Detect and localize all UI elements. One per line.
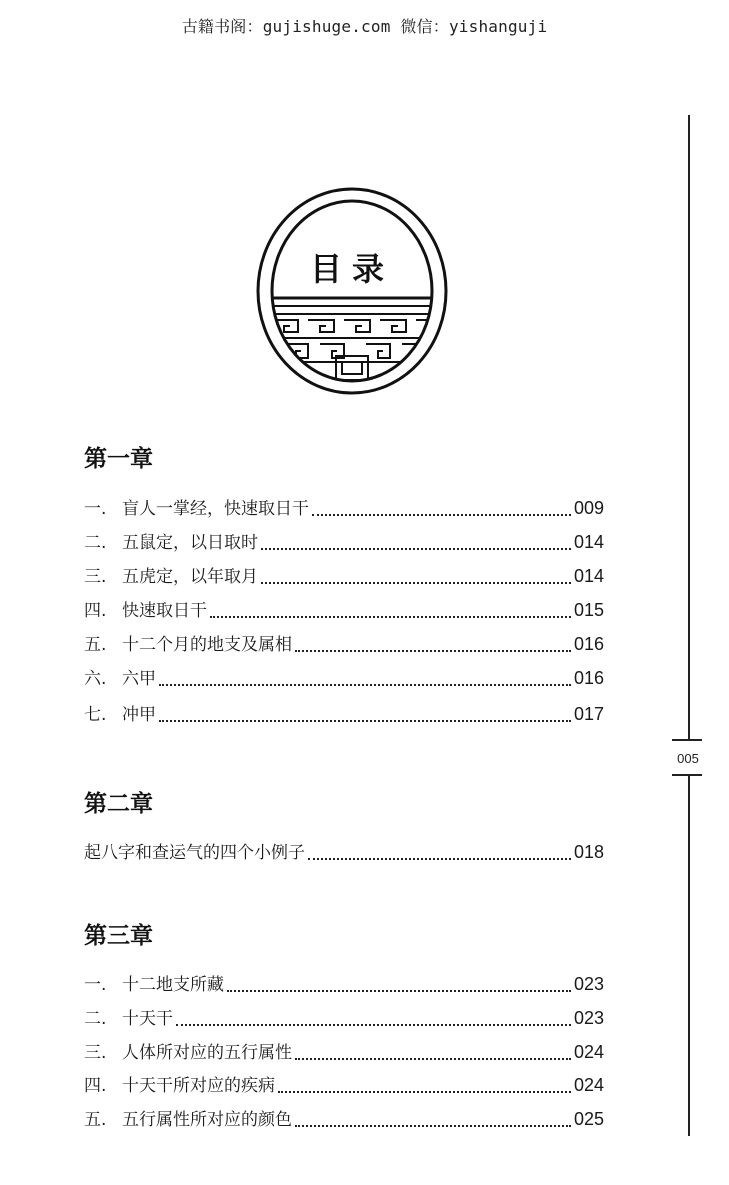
toc-entry[interactable] [84,970,604,996]
entry-number: 二. [84,533,107,553]
dot-leader [261,548,571,550]
entry-number: 四. [84,601,107,621]
chapter-heading: 第三章 [84,922,153,949]
entry-page: 016 [573,634,604,654]
toc-entry[interactable] [84,1071,604,1097]
dot-leader [308,858,571,860]
toc-entry[interactable] [84,700,604,726]
entry-number: 七. [84,705,107,725]
entry-number: 三. [84,567,107,587]
entry-title: 五虎定，以年取月 [122,567,258,587]
entry-title: 冲甲 [122,705,156,725]
toc-entry[interactable] [84,1105,604,1131]
entry-title: 快速取日干 [122,601,207,621]
entry-page: 023 [573,1008,604,1028]
toc-entry[interactable] [84,1004,604,1030]
entry-title: 人体所对应的五行属性 [122,1043,292,1063]
entry-page: 025 [573,1109,604,1129]
entry-title: 十二个月的地支及属相 [122,635,292,655]
entry-number: 五. [84,635,107,655]
entry-page: 024 [573,1042,604,1062]
watermark-header: 古籍书阁：gujishuge.com 微信：yishanguji [181,17,548,36]
dot-leader [227,990,571,992]
entry-page: 018 [573,842,604,862]
dot-leader [261,582,571,584]
contents-emblem [254,186,450,396]
entry-title: 五行属性所对应的颜色 [122,1110,292,1130]
entry-page: 024 [573,1075,604,1095]
entry-title: 盲人一掌经，快速取日干 [122,499,309,519]
entry-number: 四. [84,1076,107,1096]
dot-leader [312,514,571,516]
side-rule-lower [688,776,690,1136]
chapter-heading: 第一章 [84,445,153,472]
entry-title: 五鼠定，以日取时 [122,533,258,553]
entry-number: 五. [84,1110,107,1130]
dot-leader [278,1091,571,1093]
toc-entry[interactable] [84,494,604,520]
contents-title: 目录 [309,250,394,288]
toc-entry[interactable] [84,528,604,554]
toc-entry[interactable] [84,596,604,622]
toc-entry[interactable] [84,1038,604,1064]
toc-entry[interactable] [84,838,604,864]
toc-entry[interactable] [84,664,604,690]
side-rule-upper [688,115,690,739]
entry-title: 十天干 [122,1009,173,1029]
entry-number: 一. [84,975,107,995]
chapter-heading: 第二章 [84,790,153,817]
entry-number: 三. [84,1043,107,1063]
emblem-frame-graphic [254,186,450,396]
entry-page: 016 [573,668,604,688]
dot-leader [159,720,571,722]
entry-page: 014 [573,532,604,552]
dot-leader [176,1024,571,1026]
entry-page: 015 [573,600,604,620]
side-tick-lower [672,774,702,776]
entry-number: 二. [84,1009,107,1029]
toc-entry[interactable] [84,630,604,656]
toc-entry[interactable] [84,562,604,588]
entry-title: 十天干所对应的疾病 [122,1076,275,1096]
dot-leader [295,1125,571,1127]
entry-page: 023 [573,974,604,994]
dot-leader [295,650,571,652]
entry-number: 一. [84,499,107,519]
entry-title: 十二地支所藏 [122,975,224,995]
dot-leader [159,684,571,686]
entry-number: 六. [84,669,107,689]
entry-title: 六甲 [122,669,156,689]
entry-title: 起八字和查运气的四个小例子 [84,843,305,863]
dot-leader [295,1058,571,1060]
entry-page: 017 [573,704,604,724]
dot-leader [210,616,571,618]
page-number: 005 [677,751,699,766]
entry-page: 014 [573,566,604,586]
entry-page: 009 [573,498,604,518]
side-tick-upper [672,739,702,741]
